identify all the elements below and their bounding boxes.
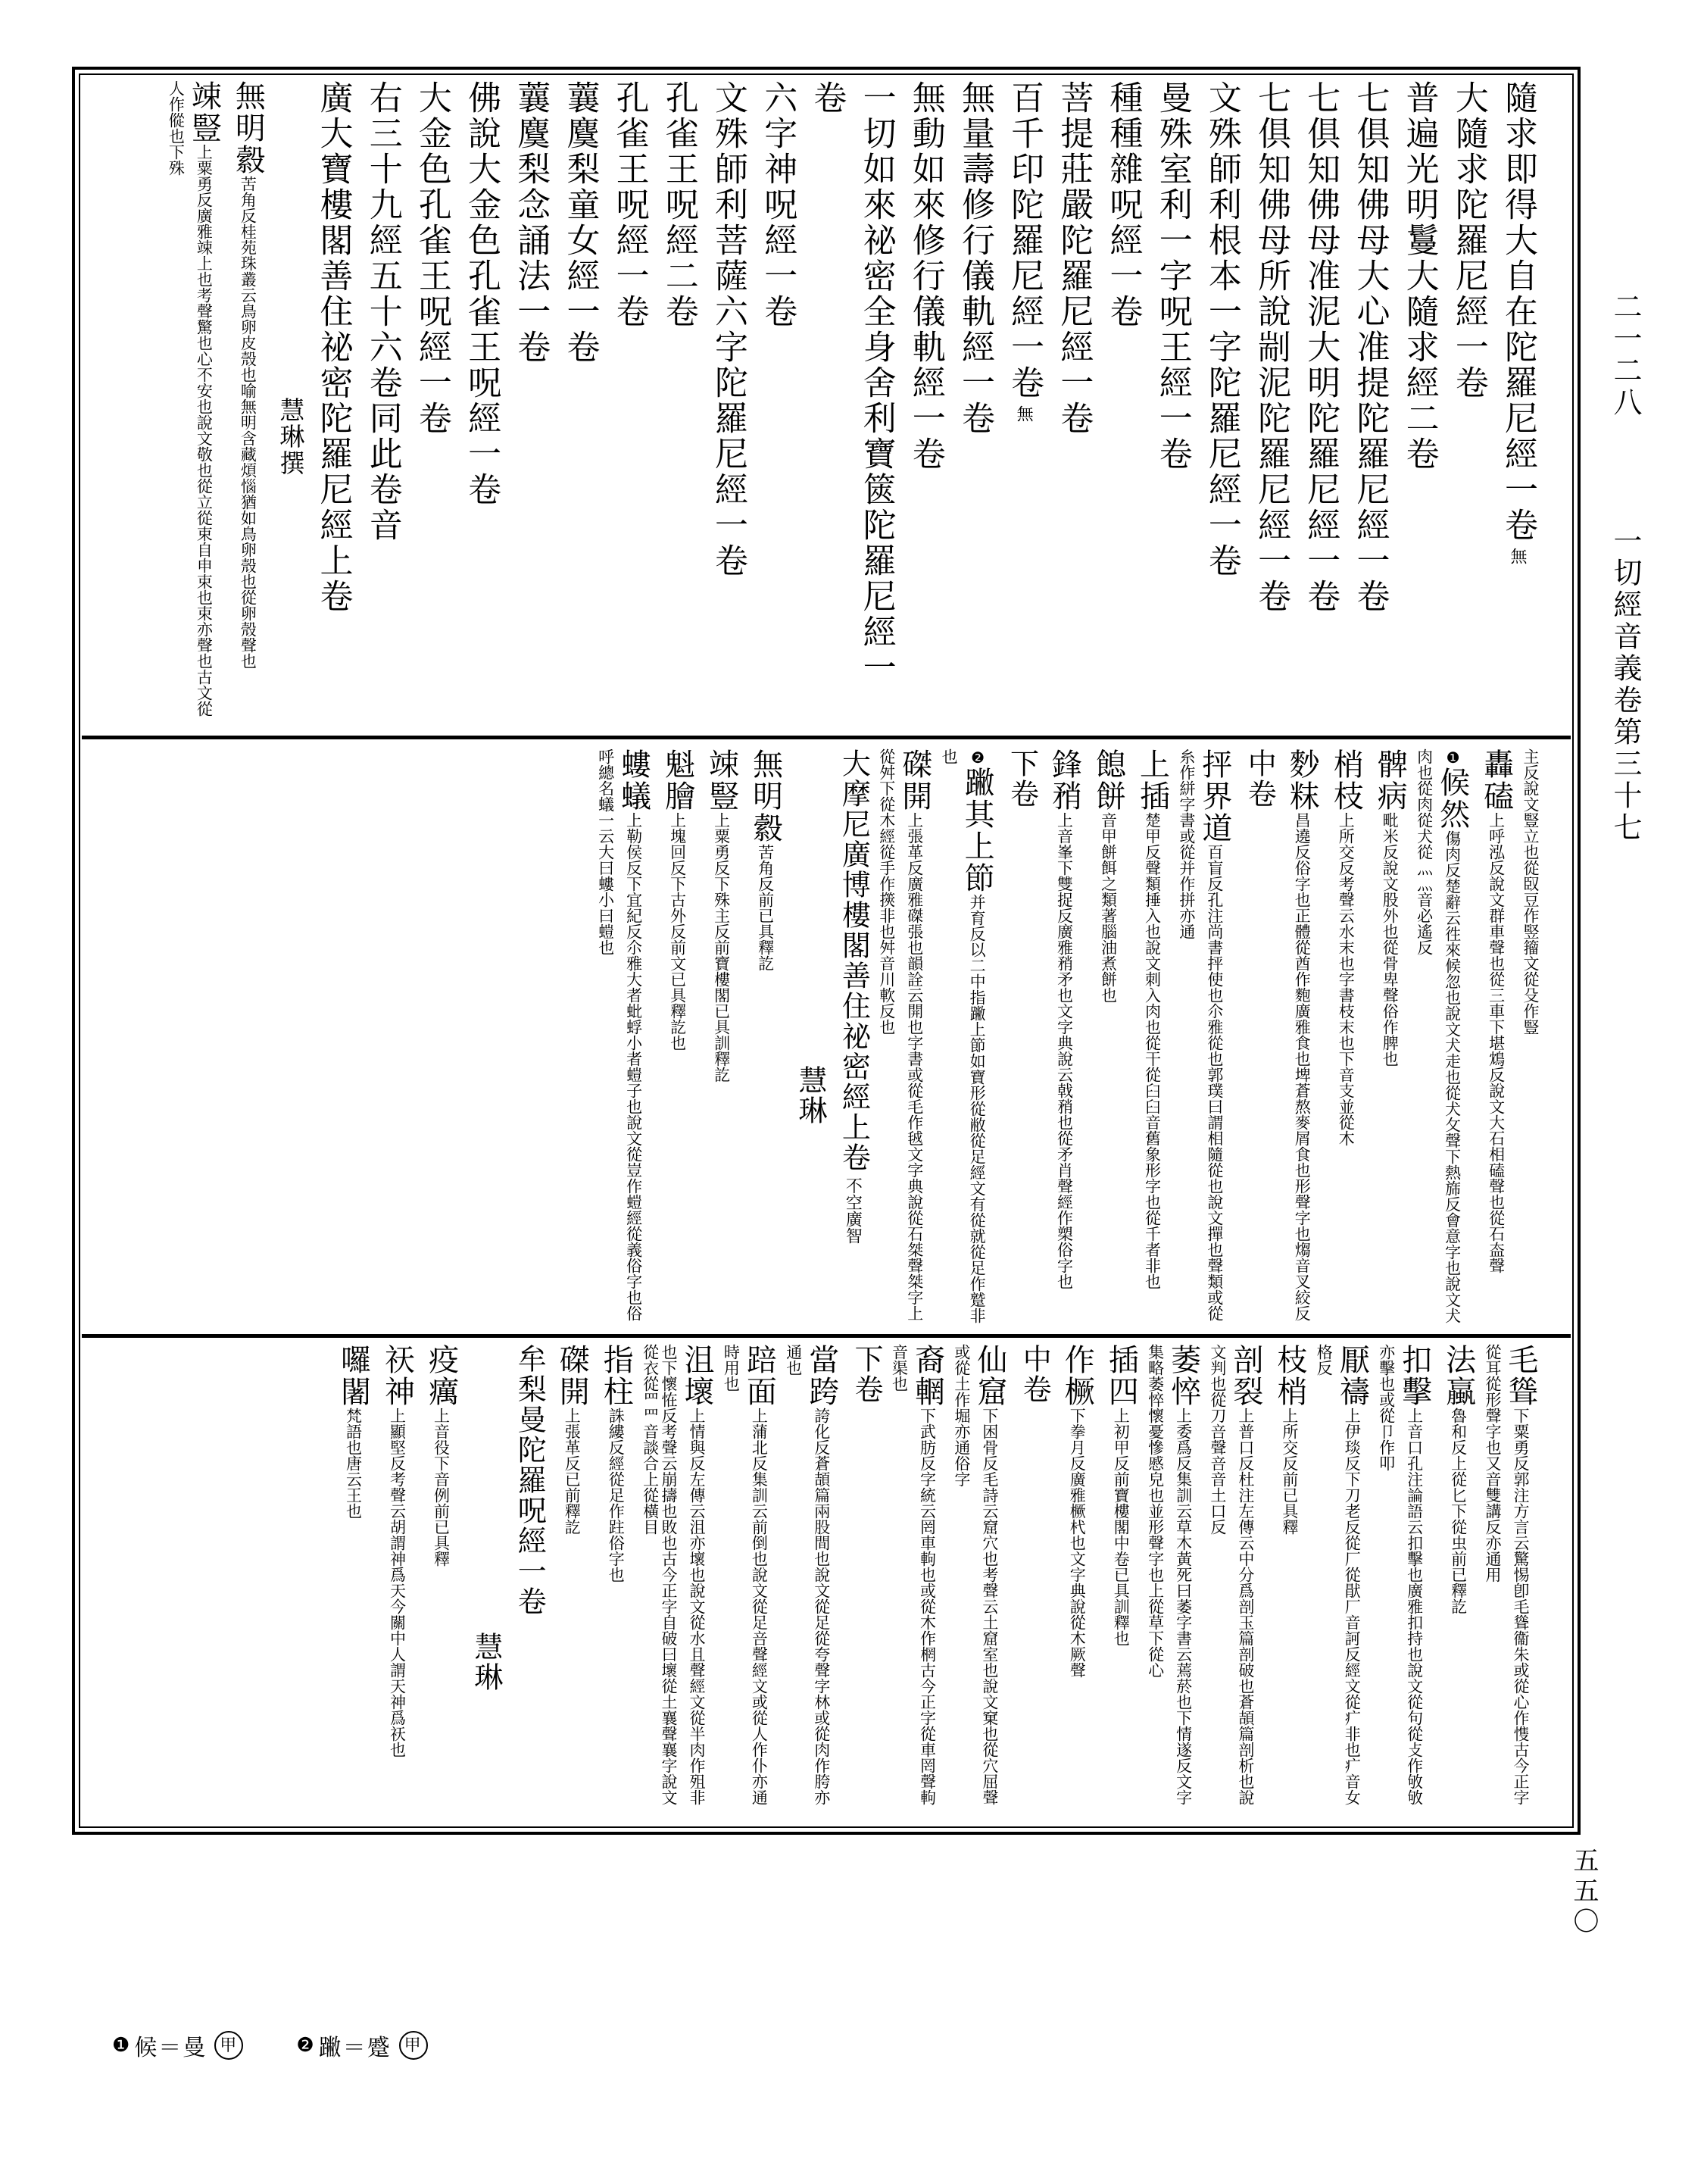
entry-gloss-note: 昌遶反俗字也正體從酋作麭廣雅食也埤蒼熬麥屑食也形聲字也煼音叉絞反	[1293, 812, 1312, 1321]
entry-gloss-note: 梵語也唐云王也	[344, 1408, 363, 1519]
margin-running-head	[1604, 292, 1646, 1352]
marker-column	[1002, 748, 1039, 1326]
footnote-text: 䠥＝蹙	[318, 2036, 392, 2061]
entry-column	[722, 1344, 778, 1820]
margin-page-number: 五五〇	[1569, 1847, 1597, 1938]
entry-gloss-note: 苦角反前已具釋訖	[756, 844, 775, 971]
entry-headword: 轟磕	[1479, 748, 1514, 812]
entry-gloss-note: 上呼泓反說文群車聲也從三車下堪鴆反說文大石相磕聲也從石盇聲	[1487, 812, 1506, 1273]
title-column	[1447, 80, 1490, 730]
entry-column	[1315, 1344, 1371, 1820]
title-column	[1200, 80, 1244, 730]
entry-headword: 祆神	[380, 1344, 415, 1408]
scripture-title: 蘘麌梨念誦法一卷	[512, 80, 550, 365]
title-column	[1496, 80, 1540, 730]
entry-column	[422, 1344, 460, 1820]
entry-gloss-note: 下粟勇反郭注方言云驚惕卽毛聳衞朱或從心作愯古今正字從耳從形聲字也又音雙講反亦通用	[1484, 1344, 1530, 1805]
entry-column	[378, 1344, 416, 1820]
entry-column	[1440, 1344, 1478, 1820]
scripture-title: 種種雜呪經一卷	[1104, 80, 1142, 330]
entry-headword: 毛聳	[1504, 1344, 1538, 1408]
scripture-title: 七俱知佛母所說剬泥陀羅尼經一卷	[1253, 80, 1290, 614]
title-column	[1397, 80, 1440, 730]
author-column	[273, 80, 305, 730]
entry-headword: 沮壞	[679, 1344, 714, 1408]
entry-gloss-note: 上蒲北反集訓云前倒也說文從足咅聲經文或從人作仆亦通時用也	[722, 1344, 769, 1805]
title-column	[460, 80, 503, 730]
entry-gloss-note: 魯和反上從匕下從虫前已釋訖	[1449, 1408, 1468, 1614]
entry-gloss-note: 上所交反考聲云水末也字書枝末也下音支並從木	[1337, 812, 1356, 1146]
title-annotation: 無	[1509, 548, 1528, 564]
cont-column	[1521, 748, 1540, 1326]
fascicle-marker: 下卷	[850, 1344, 882, 1404]
title-column	[1250, 80, 1293, 730]
entry-column	[1283, 748, 1321, 1326]
scripture-title: 右三十九經五十六卷同此卷音	[364, 80, 401, 543]
author-column	[791, 748, 828, 1326]
title-column	[1003, 80, 1046, 730]
entry-headword: 竦豎	[187, 80, 222, 144]
band-separator	[82, 1334, 1571, 1338]
scripture-title: 佛說大金色孔雀王呪經一卷	[463, 80, 501, 508]
entry-headword: 疫癘	[424, 1344, 459, 1408]
entry-gloss-note: 傷肉反楚辭云徃來候忽也說文犬走也從犬攵聲下熱旆反會意字也說文犬肉也從肉從犬從灬灬音必遙反	[1415, 748, 1462, 1323]
scripture-title: 七俱知佛母大心准提陀羅尼經一卷	[1351, 80, 1389, 614]
title-column	[510, 1344, 547, 1820]
entry-column	[1090, 748, 1128, 1326]
glossary-band-bottom	[87, 1344, 1565, 1820]
title-column	[904, 80, 947, 730]
entry-column	[229, 80, 267, 730]
entry-gloss-note: 誅縷反經從足作跓俗字也	[607, 1408, 626, 1583]
entry-marker-icon: ❷	[969, 748, 986, 767]
title-column	[834, 748, 871, 1326]
entry-headword: 候然	[1435, 767, 1470, 830]
collation-footnotes	[112, 2029, 428, 2062]
title-column	[1299, 80, 1342, 730]
entry-gloss-note: 上伊琰反下刀老反從厂從猒厂音訶反經文從疒非也疒音女格反	[1315, 1344, 1362, 1805]
entry-gloss-note: 下困骨反毛詩云窟穴也考聲云土窟室也說文窠也從穴屈聲或從土作堀亦通俗字	[952, 1344, 999, 1805]
scripture-title: 大摩尼廣博樓閣善住祕密經上卷	[837, 748, 869, 1173]
entry-headword: 髀病	[1373, 748, 1408, 812]
title-column	[361, 80, 404, 730]
page-frame	[72, 67, 1581, 1835]
entry-column	[641, 1344, 716, 1820]
scripture-title: 百千印陀羅尼經一卷	[1006, 80, 1044, 401]
footnote-text: 候＝曼	[134, 2036, 208, 2061]
entry-headword: 磔開	[555, 1344, 590, 1408]
scripture-title: 七俱知佛母准泥大明陀羅尼經一卷	[1302, 80, 1340, 614]
entry-headword: 無明縠	[231, 80, 266, 176]
entry-headword: 無明縠	[748, 748, 783, 844]
entry-headword: 萎悴	[1166, 1344, 1201, 1408]
entry-gloss-note: 毗米反說文股外也從骨卑聲俗作脾也	[1381, 812, 1400, 1067]
title-column	[311, 80, 354, 730]
entry-column	[940, 748, 996, 1326]
title-column	[410, 80, 454, 730]
entry-gloss-note: 上所交反前已具釋	[1280, 1408, 1299, 1535]
entry-column	[167, 80, 223, 730]
scripture-title: 菩提莊嚴陀羅尼經一卷	[1055, 80, 1093, 436]
entry-column	[596, 748, 652, 1326]
entry-headword: 魁膾	[660, 748, 695, 812]
entry-headword: 當跨	[804, 1344, 839, 1408]
entry-gloss-note: 音甲餅餌之類著腦油煮餅也	[1099, 812, 1118, 1003]
catalog-band-top	[87, 80, 1565, 730]
title-column	[558, 80, 601, 730]
scripture-title: 無動如來修行儀軌經一卷	[907, 80, 944, 472]
entry-gloss-note: 上粟勇反廣雅竦上也考聲驚也心不安也說文敬也從立從束自申束也束亦聲也古文從人作傱也下殊	[167, 80, 214, 717]
entry-column	[1484, 1344, 1540, 1820]
entry-gloss-note: 上委爲反集訓云草木黃死曰萎字書云蔫菸也下情遂反文字集略萎悴懷憂慘慼皃也並形聲字也上從草下從心	[1146, 1344, 1193, 1805]
fascicle-marker: 中卷	[1243, 748, 1275, 809]
entry-headword: 磔開	[897, 748, 932, 812]
entry-gloss-note: 上初甲反前寶樓閣中卷已具訓釋也	[1112, 1408, 1131, 1646]
scripture-title: 孔雀王呪經二卷	[660, 80, 698, 330]
entry-column	[1209, 1344, 1265, 1820]
footnote-item	[112, 2029, 243, 2062]
entry-headword: 抨界道	[1197, 748, 1232, 844]
title-annotation: 不空廣智	[844, 1177, 863, 1244]
entry-headword: 上插	[1135, 748, 1170, 812]
fascicle-marker: 中卷	[1018, 1344, 1050, 1404]
entry-column	[1146, 1344, 1202, 1820]
scripture-title: 無量壽修行儀軌經一卷	[956, 80, 994, 436]
title-column	[657, 80, 701, 730]
scripture-title: 一切如來祕密全身舍利寶篋陀羅尼經一	[857, 80, 895, 686]
marker-column	[1240, 748, 1277, 1326]
entry-column	[952, 1344, 1008, 1820]
entry-headword: 踣面	[742, 1344, 777, 1408]
scripture-title: 牟梨曼陀羅呪經一卷	[513, 1344, 545, 1617]
entry-gloss-note: 上塊回反下古外反前文已具釋訖也	[668, 812, 687, 1051]
entry-gloss-note: 下拳月反廣雅橛杙也文字典說從木厥聲	[1068, 1408, 1087, 1678]
title-column	[854, 80, 897, 730]
entry-column	[1102, 1344, 1140, 1820]
entry-headword: 指柱	[599, 1344, 634, 1408]
marker-column	[1015, 1344, 1052, 1820]
entry-gloss-note: 上勒侯反下宜紀反尒雅大者蚍蜉小者螘子也說文從豈作螘經從義俗字也俗呼總名蟻一云大曰螻小曰螘也	[596, 748, 643, 1321]
title-column	[509, 80, 552, 730]
entry-headword: 竦豎	[704, 748, 739, 812]
entry-column	[1134, 748, 1172, 1326]
footnote-marker-icon: ❷	[296, 2034, 316, 2056]
title-column	[1151, 80, 1194, 730]
entry-headword: 扣擊	[1397, 1344, 1432, 1408]
scripture-title: 文殊師利根本一字陀羅尼經一卷	[1203, 80, 1241, 579]
entry-gloss-note: 下武肪反字統云罔車軥也或從木作棢古今正字從車罔聲軥音渠也	[890, 1344, 937, 1805]
scripture-title: 大隨求陀羅尼經一卷	[1450, 80, 1487, 401]
entry-gloss-note: 上張革反已前釋訖	[563, 1408, 582, 1535]
scripture-title: 曼殊室利一字呪王經一卷	[1153, 80, 1191, 472]
margin-page-code: 二一二八	[1609, 292, 1640, 419]
entry-gloss-note: 上音役下音例前已具釋	[432, 1408, 451, 1567]
entry-headword: 麨粖	[1285, 748, 1320, 812]
scripture-title: 卷	[808, 80, 846, 116]
title-column	[1348, 80, 1391, 730]
glossary-band-middle	[87, 748, 1565, 1326]
footnote-marker-icon: ❶	[112, 2034, 132, 2056]
marker-column	[847, 1344, 884, 1820]
entry-gloss-note: 上情與反左傳云沮亦壞也說文從水且聲經文從半肉作殂非也下懷恠反考聲云崩擣也敗也古今正字自破曰壞從土襄聲襄字說文從衣從罒罒音談合上從橫目	[641, 1344, 706, 1805]
scripture-title: 隨求即得大自在陀羅尼經一卷	[1500, 80, 1537, 543]
entry-headword: 囉闍	[336, 1344, 371, 1408]
entry-headword: 裔輞	[910, 1344, 945, 1408]
entry-column	[1046, 748, 1084, 1326]
author-name: 慧琳	[794, 1065, 826, 1126]
entry-column	[1178, 748, 1234, 1326]
author-name: 慧琳	[469, 1632, 501, 1692]
scripture-title: 廣大寶樓閣善住祕密陀羅尼經上卷	[314, 80, 352, 614]
margin-volume-title: 一切經音義卷第三十七	[1609, 526, 1640, 844]
entry-gloss-note: 上音口孔注論語云扣擊也廣雅扣持也說文從句從攴作敂敂亦擊也或從卩作叩	[1377, 1344, 1424, 1805]
entry-gloss-note: 上音峯下雙捉反廣雅矟矛也文字典說云戟矟也從矛肖聲經作槊俗字也	[1055, 812, 1074, 1289]
entry-headword: 梢枝	[1329, 748, 1364, 812]
entry-headword: 厭禱	[1335, 1344, 1370, 1408]
entry-column	[703, 748, 741, 1326]
entry-headword: 䠥其上節	[960, 767, 995, 894]
scripture-title: 孔雀王呪經一卷	[610, 80, 648, 330]
entry-column	[1371, 748, 1409, 1326]
entry-headword: 插四	[1104, 1344, 1139, 1408]
entry-column	[1377, 1344, 1433, 1820]
scripture-title: 六字神呪經一卷	[759, 80, 797, 330]
entry-column	[784, 1344, 840, 1820]
entry-column	[597, 1344, 635, 1820]
entry-gloss-note: 楚甲反聲類捶入也說文刺入肉也從干從臼臼音舊象形字也從千者非也	[1143, 812, 1162, 1289]
continuation-note: 主反說文豎立也從臤豆作竪籀文從殳作豎	[1521, 748, 1540, 1035]
author-column	[466, 1344, 503, 1820]
title-column	[607, 80, 651, 730]
scripture-title: 蘘麌梨童女經一卷	[561, 80, 599, 365]
title-column	[953, 80, 997, 730]
footnote-siglum-badge: 甲	[214, 2031, 243, 2060]
scripture-title: 大金色孔雀王呪經一卷	[413, 80, 451, 436]
entry-headword: 剖裂	[1228, 1344, 1263, 1408]
band-separator	[82, 736, 1571, 739]
entry-column	[1271, 1344, 1309, 1820]
footnote-item	[296, 2029, 427, 2062]
entry-column	[334, 1344, 372, 1820]
title-column	[805, 80, 848, 730]
entry-gloss-note: 上張革反廣雅磔張也韻詮云開也字書或從毛作㲓文字典說從石桀聲桀字上從舛下從木經從手作擌非也舛音川軟反也	[877, 748, 924, 1321]
scripture-title: 普遍光明鬘大隨求經二卷	[1400, 80, 1438, 472]
entry-headword: 䭒餅	[1091, 748, 1126, 812]
entry-headword: 鋒矟	[1047, 748, 1082, 812]
entry-gloss-note: 上顯堅反考聲云胡謂神爲天今關中人謂天神爲祆也	[388, 1408, 407, 1758]
entry-gloss-note: 苦角反桂苑珠叢云鳥卵皮殼也喻無明含藏煩惱猶如鳥卵殼也從卵殼聲也	[239, 176, 257, 669]
entry-gloss-note: 誇化反蒼頡篇兩股間也說文從足從夸聲字林或從肉作胯亦通也	[784, 1344, 831, 1805]
entry-column	[1478, 748, 1515, 1326]
entry-headword: 作橛	[1060, 1344, 1095, 1408]
entry-column	[1327, 748, 1365, 1326]
entry-headword: 螻蟻	[616, 748, 651, 812]
title-annotation: 無	[1015, 405, 1035, 422]
entry-gloss-note: 并育反以二中指䠥上節如寶形從敝從足經文有從就從足作蹵非也	[940, 748, 987, 1323]
author-name: 慧琳撰	[276, 397, 304, 476]
entry-headword: 法蠃	[1441, 1344, 1476, 1408]
title-column	[756, 80, 799, 730]
entry-marker-icon: ❶	[1443, 748, 1461, 767]
entry-gloss-note: 上普口反杜注左傳云中分爲剖玉篇剖破也蒼頡篇剖析也說文判也從刀咅聲咅音土口反	[1208, 1344, 1255, 1805]
title-column	[1101, 80, 1144, 730]
entry-headword: 枝梢	[1272, 1344, 1307, 1408]
scripture-title: 文殊師利菩薩六字陀羅尼經一卷	[710, 80, 747, 579]
entry-gloss-note: 百盲反孔注尚書抨使也尒雅從也郭璞曰謂相隨從也說文撣也聲類或從糸作絣字書或從并作拼亦通	[1177, 748, 1224, 1321]
entry-column	[553, 1344, 591, 1820]
footnote-siglum-badge: 甲	[399, 2031, 428, 2060]
fascicle-marker: 下卷	[1005, 748, 1038, 809]
entry-column	[877, 748, 933, 1326]
entry-column	[1058, 1344, 1096, 1820]
entry-column	[890, 1344, 946, 1820]
title-column	[1052, 80, 1095, 730]
entry-gloss-note: 上粟勇反下殊主反前寶樓閣已具訓釋訖	[712, 812, 731, 1083]
title-column	[707, 80, 750, 730]
entry-column	[1415, 748, 1471, 1326]
entry-column	[659, 748, 697, 1326]
entry-headword: 仙窟	[972, 1344, 1007, 1408]
entry-column	[747, 748, 785, 1326]
